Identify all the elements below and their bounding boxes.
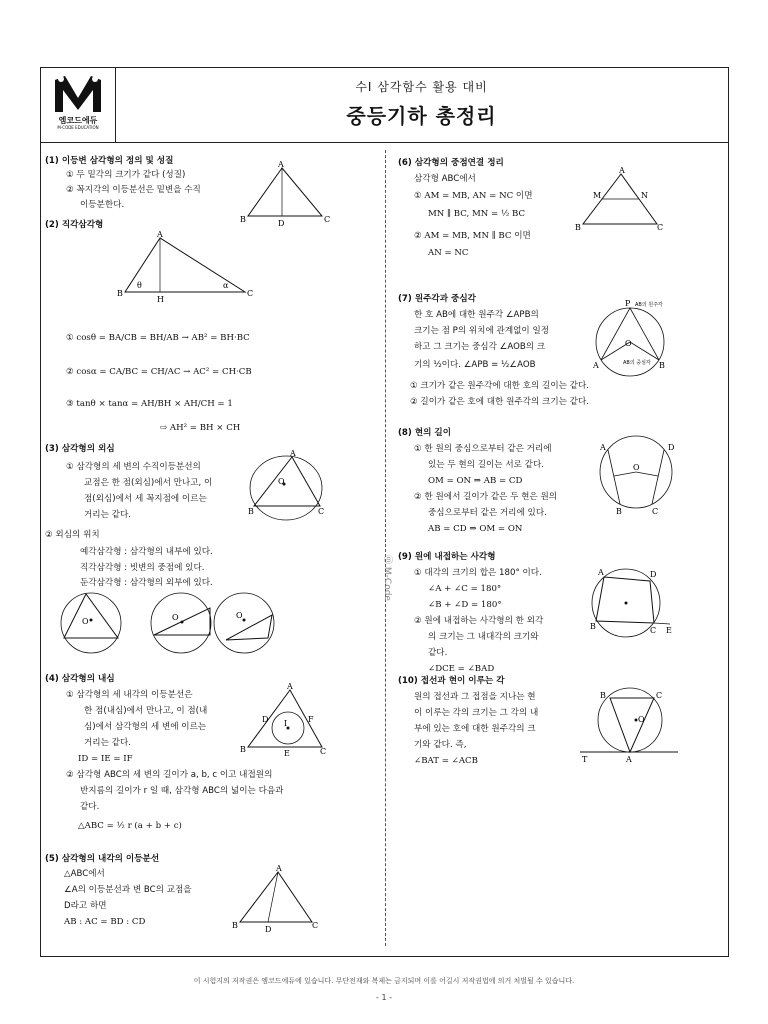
- section-8-title: (8) 현의 길이: [398, 428, 452, 438]
- s2-formula-3: ③ tanθ × tanα = AH/BH × AH/CH = 1: [66, 399, 233, 409]
- s8-line5: 중심으로부터 같은 거리에 있다.: [428, 508, 547, 518]
- copyright-notice: 이 시험지의 저작권은 엠코드에듀에 있습니다. 무단전재와 복제는 금지되며 이를 어길시 저작권법에 의거 처벌될 수 있습니다.: [193, 977, 575, 985]
- svg-text:B: B: [600, 691, 606, 700]
- s4-line4: 거리는 같다.: [84, 738, 131, 748]
- s4-equal-distances: ID = IE = IF: [78, 754, 133, 764]
- chord-length-figure: [596, 432, 678, 516]
- right-triangle-figure: [115, 230, 265, 305]
- s8-line2: 있는 두 현의 길이는 서로 같다.: [428, 460, 545, 470]
- section-6-title: (6) 삼각형의 중점연결 정리: [398, 158, 504, 168]
- svg-text:F: F: [308, 715, 314, 724]
- s9-line2: ∠A + ∠C = 180°: [428, 584, 502, 594]
- s6-line2: MN ∥ BC, MN = ½ BC: [428, 209, 526, 219]
- s1-item2: ② 꼭지각의 이등분선은 밑변을 수직: [66, 185, 201, 195]
- angle-bisector-figure: [232, 864, 322, 936]
- s7-line3: 하고 그 크기는 중심각 ∠AOB의 크: [414, 342, 546, 352]
- s4-line3: 심)에서 삼각형의 세 변에 이르는: [84, 722, 207, 732]
- incenter-figure: [240, 682, 330, 760]
- svg-text:D: D: [262, 715, 269, 724]
- svg-text:E: E: [284, 749, 290, 758]
- s4-line1: ① 삼각형의 세 내각의 이등분선은: [66, 690, 193, 700]
- svg-text:B: B: [590, 622, 596, 631]
- svg-text:M: M: [593, 191, 602, 200]
- s7-line2: 크기는 점 P의 위치에 관계없이 일정: [414, 326, 550, 336]
- svg-text:C: C: [650, 626, 657, 635]
- s8-line3: OM = ON ⇒ AB = CD: [428, 476, 523, 486]
- svg-text:D: D: [278, 219, 285, 228]
- s3-line4: 거리는 같다.: [84, 510, 131, 520]
- svg-text:α: α: [223, 281, 229, 290]
- s4-line6: 반지름의 길이가 r 일 때, 삼각형 ABC의 넓이는 다음과: [80, 786, 284, 796]
- s3-line1: ① 삼각형의 세 변의 수직이등분선의: [66, 462, 201, 472]
- s3-acute: 예각삼각형 : 삼각형의 내부에 있다.: [80, 547, 213, 557]
- svg-text:B: B: [616, 507, 622, 516]
- section-7-title: (7) 원주각과 중심각: [398, 294, 476, 304]
- svg-text:B: B: [575, 223, 581, 232]
- s6-line3: ② AM = MB, MN ∥ BC 이면: [414, 231, 531, 241]
- svg-text:C: C: [247, 289, 254, 298]
- svg-text:C: C: [656, 691, 663, 700]
- s4-line7: 같다.: [80, 802, 100, 812]
- svg-text:C: C: [652, 507, 659, 516]
- svg-text:D: D: [650, 570, 657, 579]
- s9-line3: ∠B + ∠D = 180°: [428, 600, 502, 610]
- s6-line0: 삼각형 ABC에서: [414, 174, 476, 184]
- s8-line6: AB = CD ⇒ OM = ON: [428, 524, 523, 534]
- svg-text:B: B: [117, 289, 123, 298]
- s4-area-formula: △ABC = ½ r (a + b + c): [78, 821, 182, 831]
- svg-text:A: A: [626, 755, 632, 764]
- s8-line4: ② 한 원에서 길이가 같은 두 현은 원의: [414, 492, 558, 502]
- svg-text:D: D: [668, 443, 675, 452]
- svg-text:θ: θ: [137, 281, 142, 290]
- section-9-title: (9) 원에 내접하는 사각형: [398, 552, 496, 562]
- svg-text:O: O: [638, 715, 645, 724]
- svg-text:A: A: [287, 682, 293, 691]
- svg-text:N: N: [641, 191, 648, 200]
- s9-line5: 의 크기는 그 내대각의 크기와: [428, 632, 539, 642]
- section-2-title: (2) 직각삼각형: [45, 220, 104, 230]
- svg-text:B: B: [248, 507, 254, 516]
- svg-text:C: C: [657, 223, 664, 232]
- s7-line1: 한 호 AB에 대한 원주각 ∠APB의: [414, 310, 539, 320]
- s6-line4: AN = NC: [428, 248, 469, 258]
- s5-line2: ∠A의 이등분선과 변 BC의 교점을: [64, 885, 192, 895]
- s2-formula-4: ⇨ AH² = BH × CH: [160, 423, 241, 433]
- svg-text:B: B: [659, 361, 665, 370]
- logo-name: 엠코드에듀: [58, 116, 98, 125]
- s2-formula-1: ① cosθ = BA/CB = BH/AB → AB² = BH·BC: [66, 333, 250, 343]
- section-4-title: (4) 삼각형의 내심: [45, 674, 115, 684]
- s10-line5: ∠BAT = ∠ACB: [414, 756, 478, 766]
- s3-line2: 교점은 한 점(외심)에서 만나고, 이: [84, 478, 213, 488]
- logo: [41, 68, 116, 142]
- svg-text:I: I: [284, 719, 288, 728]
- inscribed-angle-figure: [593, 298, 675, 380]
- section-3-title: (3) 삼각형의 외심: [45, 444, 115, 454]
- svg-text:A: A: [598, 568, 604, 577]
- s5-line3: D라고 하면: [64, 901, 107, 911]
- s3-obtuse: 둔각삼각형 : 삼각형의 외부에 있다.: [80, 578, 213, 588]
- header: [41, 68, 728, 143]
- svg-text:C: C: [320, 747, 327, 756]
- s9-line1: ① 대각의 크기의 합은 180° 이다.: [414, 568, 542, 578]
- tangent-chord-figure: [580, 686, 680, 766]
- s8-line1: ① 한 원의 중심으로부터 같은 거리에: [414, 444, 552, 454]
- svg-text:O: O: [236, 611, 243, 620]
- cyclic-quadrilateral-figure: [590, 565, 674, 643]
- s4-line5: ② 삼각형 ABC의 세 변의 길이가 a, b, c 이고 내접원의: [66, 770, 273, 780]
- svg-text:O: O: [278, 477, 285, 486]
- s6-line1: ① AM = MB, AN = NC 이면: [414, 191, 533, 201]
- svg-text:A: A: [619, 166, 625, 175]
- svg-text:B: B: [240, 215, 246, 224]
- s9-line4: ② 원에 내접하는 사각형의 한 외각: [414, 616, 544, 626]
- s10-line1: 원의 접선과 그 접점을 지나는 현: [414, 692, 536, 702]
- logo-sub: M-CODE EDUCATION: [57, 125, 99, 130]
- isosceles-triangle-figure: [238, 160, 331, 230]
- s1-item2b: 이등분한다.: [80, 200, 125, 210]
- s3-line3: 점(외심)에서 세 꼭지점에 이르는: [84, 494, 207, 504]
- svg-text:C: C: [318, 507, 325, 516]
- circumcenter-positions-figure: [58, 590, 338, 660]
- svg-text:A: A: [278, 160, 284, 169]
- circumcenter-figure: [248, 448, 328, 523]
- svg-text:A: A: [600, 443, 606, 452]
- s10-line3: 부에 있는 호에 대한 원주각의 크: [414, 724, 536, 734]
- midpoint-theorem-figure: [575, 168, 665, 233]
- watermark-text: ⓜ M-Code: [382, 555, 392, 601]
- s7-fig-label-1: AB의 원주각: [635, 302, 663, 308]
- svg-text:B: B: [240, 745, 246, 754]
- svg-text:A: A: [593, 361, 599, 370]
- svg-text:H: H: [157, 295, 164, 304]
- s10-line2: 이 이루는 각의 크기는 그 각의 내: [414, 708, 539, 718]
- s9-line7: ∠DCE = ∠BAD: [428, 664, 495, 674]
- svg-text:O: O: [172, 613, 179, 622]
- svg-text:C: C: [312, 921, 319, 930]
- svg-text:C: C: [324, 215, 331, 224]
- s5-ratio: AB : AC = BD : CD: [64, 917, 146, 927]
- svg-text:O: O: [625, 339, 632, 348]
- s9-line6: 같다.: [428, 648, 448, 658]
- svg-text:A: A: [157, 230, 163, 239]
- s7-line4: 기의 ½이다. ∠APB = ½∠AOB: [414, 360, 536, 370]
- s7-line5: ① 크기가 같은 원주각에 대한 호의 길이는 같다.: [410, 381, 589, 391]
- svg-text:D: D: [265, 925, 272, 934]
- s3-position: ② 외심의 위치: [45, 530, 100, 540]
- s7-line6: ② 길이가 같은 호에 대한 원주각의 크기는 같다.: [410, 397, 589, 407]
- svg-text:E: E: [666, 626, 672, 635]
- s7-fig-label-2: AB의 중심각: [623, 360, 651, 366]
- s10-line4: 기와 같다. 즉,: [414, 740, 467, 750]
- logo-m-icon: [41, 68, 115, 142]
- page-title: 중등기하 총정리: [346, 104, 497, 128]
- svg-text:B: B: [232, 921, 238, 930]
- section-5-title: (5) 삼각형의 내각의 이등분선: [45, 854, 160, 864]
- svg-text:A: A: [276, 864, 282, 873]
- s4-line2: 한 점(내심)에서 만나고, 이 점(내: [84, 706, 208, 716]
- svg-text:A: A: [290, 449, 296, 458]
- svg-text:O: O: [633, 463, 640, 472]
- watermark: [377, 468, 393, 688]
- subtitle: 수Ⅰ 삼각함수 활용 대비: [355, 80, 488, 94]
- svg-text:T: T: [582, 755, 588, 764]
- section-10-title: (10) 접선과 현이 이루는 각: [398, 676, 505, 686]
- s3-right: 직각삼각형 : 빗변의 중점에 있다.: [80, 563, 205, 573]
- svg-text:P: P: [625, 299, 631, 308]
- s2-formula-2: ② cosα = CA/BC = CH/AC → AC² = CH·CB: [66, 367, 252, 377]
- s1-item1: ① 두 밑각의 크기가 같다 (성질): [66, 170, 186, 180]
- section-1-title: (1) 이등변 삼각형의 정의 및 성질: [45, 156, 174, 166]
- s5-line1: △ABC에서: [64, 869, 105, 879]
- page-number: - 1 -: [376, 993, 392, 1002]
- svg-text:O: O: [82, 617, 89, 626]
